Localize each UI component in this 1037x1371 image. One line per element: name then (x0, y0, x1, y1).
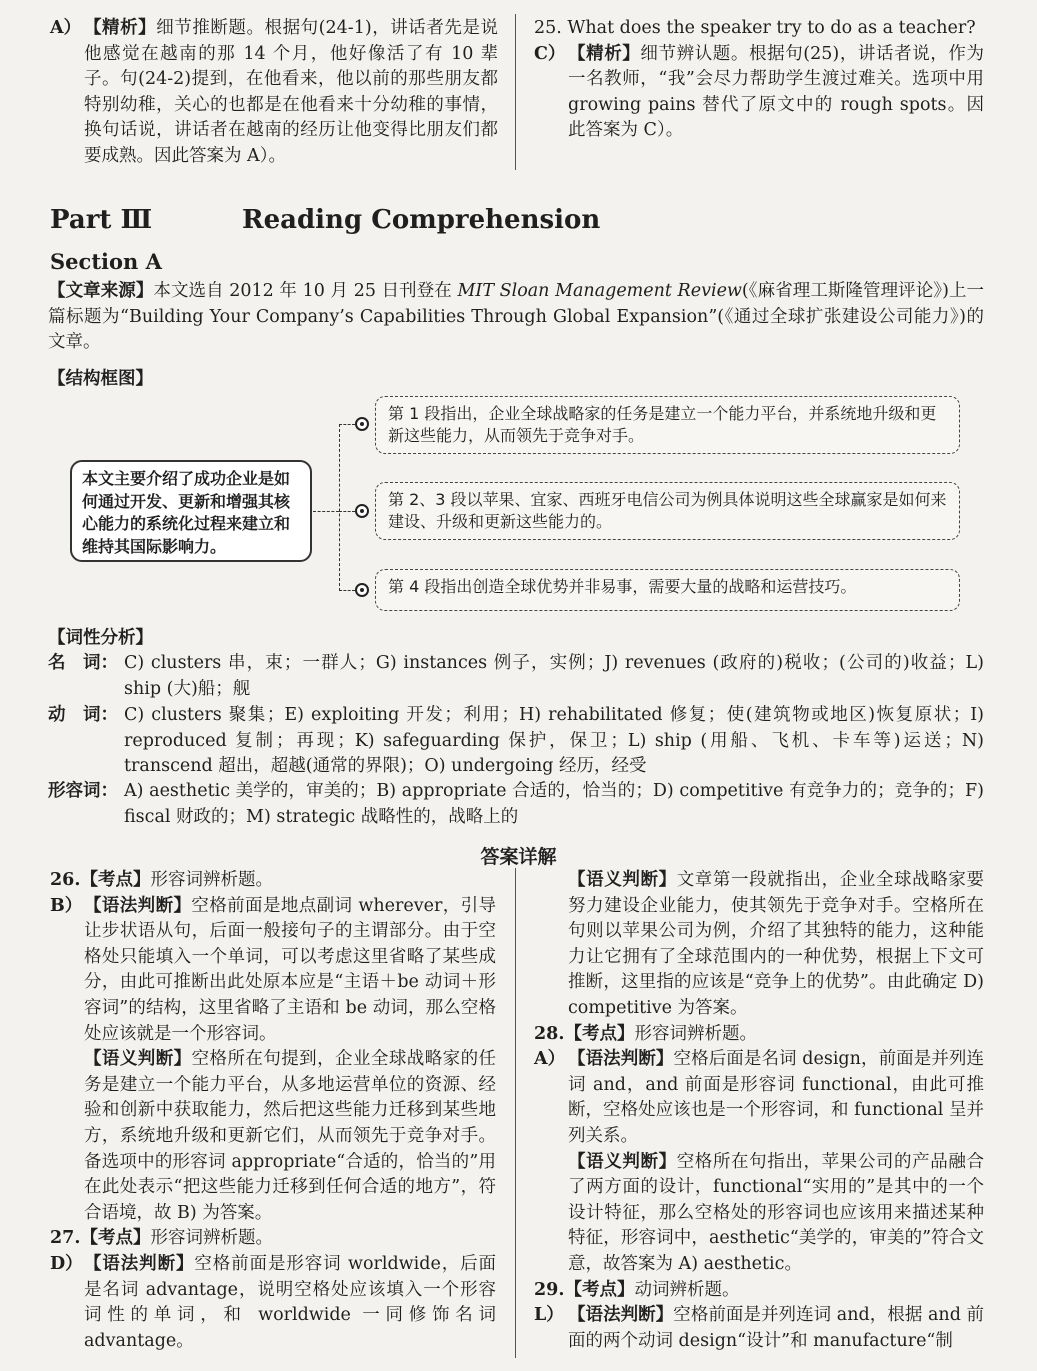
pos-text: A) aesthetic 美学的，审美的；B) appropriate 合适的，恰当的；D) competitive 有竞争力的；竞争的；F) fiscal 财政的；M) strategic 战略性的，战略上的 (124, 781, 984, 827)
bullet-icon (355, 504, 369, 518)
answer-27-semantic: 【语义判断】文章第一段就指出，企业全球战略家要努力建设企业能力，使其领先于竞争对手。空格所在句则以苹果公司为例，介绍了其独特的能力，这种能力让它拥有了全球范围内的一种优势，根据上下文可推断，这里指的应该是“竞争上的优势”。由此确定 D) competitive 为答案。 (568, 870, 985, 1018)
analysis-tag: 【精析】 (568, 43, 641, 64)
analysis-tag: 【精析】 (84, 18, 157, 38)
pos-text: C) clusters 聚集；E) exploiting 开发；利用；H) rehabilitated 修复；使(建筑物或地区)恢复原状；I) reproduced 复制；再现；K) safeguarding 保护，保卫；L) ship (用船、飞机、卡车等)运送；N) transcend 超出，超越(通常的界限)；O) undergoing 经历，经受 (124, 705, 984, 777)
question-25: 25. What does the speaker try to do as a teacher? (534, 18, 976, 38)
structure-branch-3: 第 4 段指出创造全球优势并非易事，需要大量的战略和运营技巧。 (375, 569, 960, 611)
answers-right-column (534, 868, 984, 1354)
bullet-icon (355, 417, 369, 431)
answers-title: 答案详解 (480, 846, 557, 868)
structure-main-box: 本文主要介绍了成功企业是如何通过开发、更新和增强其核心能力的系统化过程来建立和维持其国际影响力。 (70, 460, 312, 562)
connector-vertical (339, 424, 340, 591)
question-28: 28.【考点】形容词辨析题。 (534, 1023, 757, 1044)
pos-row-verb (48, 703, 984, 780)
answer-28-grammar: A） 【语法判断】空格后面是名词 design，前面是并列连词 and，and 前面是形容词 functional，由此可推断，空格处应该也是一个形容词，和 functional 呈并列关系。 (534, 1049, 985, 1146)
answer-25 (534, 42, 984, 144)
pos-key: 名 词： (48, 653, 118, 673)
column-divider-top (515, 14, 516, 170)
answer-27-grammar: D） 【语法判断】空格前面是形容词 worldwide，后面是名词 advantage，说明空格处应该填入一个形容词性的单词，和 worldwide 一同修饰名词 advantage。 (50, 1253, 496, 1351)
pos-row-adj (48, 779, 984, 830)
section-title: Section A (50, 249, 162, 274)
source-tag: 【文章来源】 (48, 281, 154, 301)
connector-main (313, 511, 339, 512)
pos-key: 形容词： (48, 781, 118, 801)
connector-2 (339, 511, 355, 512)
part-label: Part Ⅲ (50, 205, 153, 235)
pos-row-noun (48, 651, 984, 702)
answer-label: A） (50, 18, 82, 38)
connector-3 (339, 590, 355, 591)
answer-28-semantic: 【语义判断】空格所在句指出，苹果公司的产品融合了两方面的设计，functional“实用的”是其中的一个设计特征，那么空格处的形容词也应该用来描述某种特征，形容词中，aesthetic“美学的，审美的”符合文意，故答案为 A) aesthetic。 (568, 1151, 985, 1274)
structure-branch-2: 第 2、3 段以苹果、宜家、西班牙电信公司为例具体说明这些全球赢家是如何来建设、升级和更新这些能力的。 (375, 482, 960, 540)
pos-heading: 【词性分析】 (48, 628, 153, 648)
analysis-text: 细节辨认题。根据句(25)，讲话者说，作为一名教师，“我”会尽力帮助学生渡过难关。选项中用 growing pains 替代了原文中的 rough spots。因此答案为 C）。 (568, 43, 985, 141)
top-right-block (534, 16, 984, 144)
question-29: 29.【考点】动词辨析题。 (534, 1279, 740, 1300)
analysis-text: 细节推断题。根据句(24-1)，讲话者先是说他感觉在越南的那 14 个月，他好像活了有 10 辈子。句(24-2)提到，在他看来，他以前的那些朋友都特别幼稚，关心的也都是在他看来十分幼稚的事情，换句话说，讲话者在越南的经历让他变得比朋友们都要成熟。因此答案为 A）。 (84, 18, 499, 166)
pos-text: C) clusters 串，束；一群人；G) instances 例子，实例；J) revenues (政府的)税收；(公司的)收益；L) ship (大)船；舰 (124, 653, 984, 699)
answer-26-grammar: B） 【语法判断】空格前面是地点副词 wherever，引导让步状语从句，后面一般接句子的主谓部分。由于空格处只能填入一个单词，可以考虑这里省略了某些成分，由此可推断出此处原本应是“主语＋be 动词＋形容词”的结构，这里省略了主语和 be 动词，那么空格处应该就是一个形容词。 (50, 895, 497, 1044)
top-left-block (50, 16, 498, 170)
source-text-after: (《麻省理工斯隆管理评论》)上一篇标题为“Building Your Company’s Capabilities Through Global Expansion”(《通过全球扩张建设公司能力》)的文章。 (48, 281, 985, 353)
answer-29-grammar: L） 【语法判断】空格前面是并列连词 and，根据 and 前面的两个动词 design“设计”和 manufacture“制 (534, 1305, 984, 1351)
column-divider-bottom (515, 868, 516, 1358)
journal-name: MIT Sloan Management Review (457, 281, 742, 301)
structure-branch-1: 第 1 段指出，企业全球战略家的任务是建立一个能力平台，并系统地升级和更新这些能力，从而领先于竞争对手。 (375, 396, 960, 454)
answer-label: C） (534, 43, 566, 64)
question-27: 27.【考点】形容词辨析题。 (50, 1228, 273, 1249)
bullet-icon (355, 583, 369, 597)
source-paragraph (48, 279, 984, 356)
answer-26-semantic: 【语义判断】空格所在句提到，企业全球战略家的任务是建立一个能力平台，从多地运营单位的资源、经验和创新中获取能力，然后把这些能力迁移到某些地方，系统地升级和更新它们，从而领先于竞争对手。备选项中的形容词 appropriate“合适的，恰当的”用在此处表示“把这些能力迁移到任何合适的地方”，符合语境，故 B) 为答案。 (84, 1049, 497, 1223)
question-26: 26.【考点】形容词辨析题。 (50, 870, 273, 890)
source-text-before: 本文选自 2012 年 10 月 25 日刊登在 (153, 281, 458, 301)
answers-left-column (50, 868, 496, 1354)
pos-key: 动 词： (48, 705, 118, 725)
structure-heading: 【结构框图】 (48, 369, 153, 389)
answer-24 (50, 16, 498, 170)
part-title: Reading Comprehension (242, 205, 601, 235)
connector-1 (339, 424, 355, 425)
